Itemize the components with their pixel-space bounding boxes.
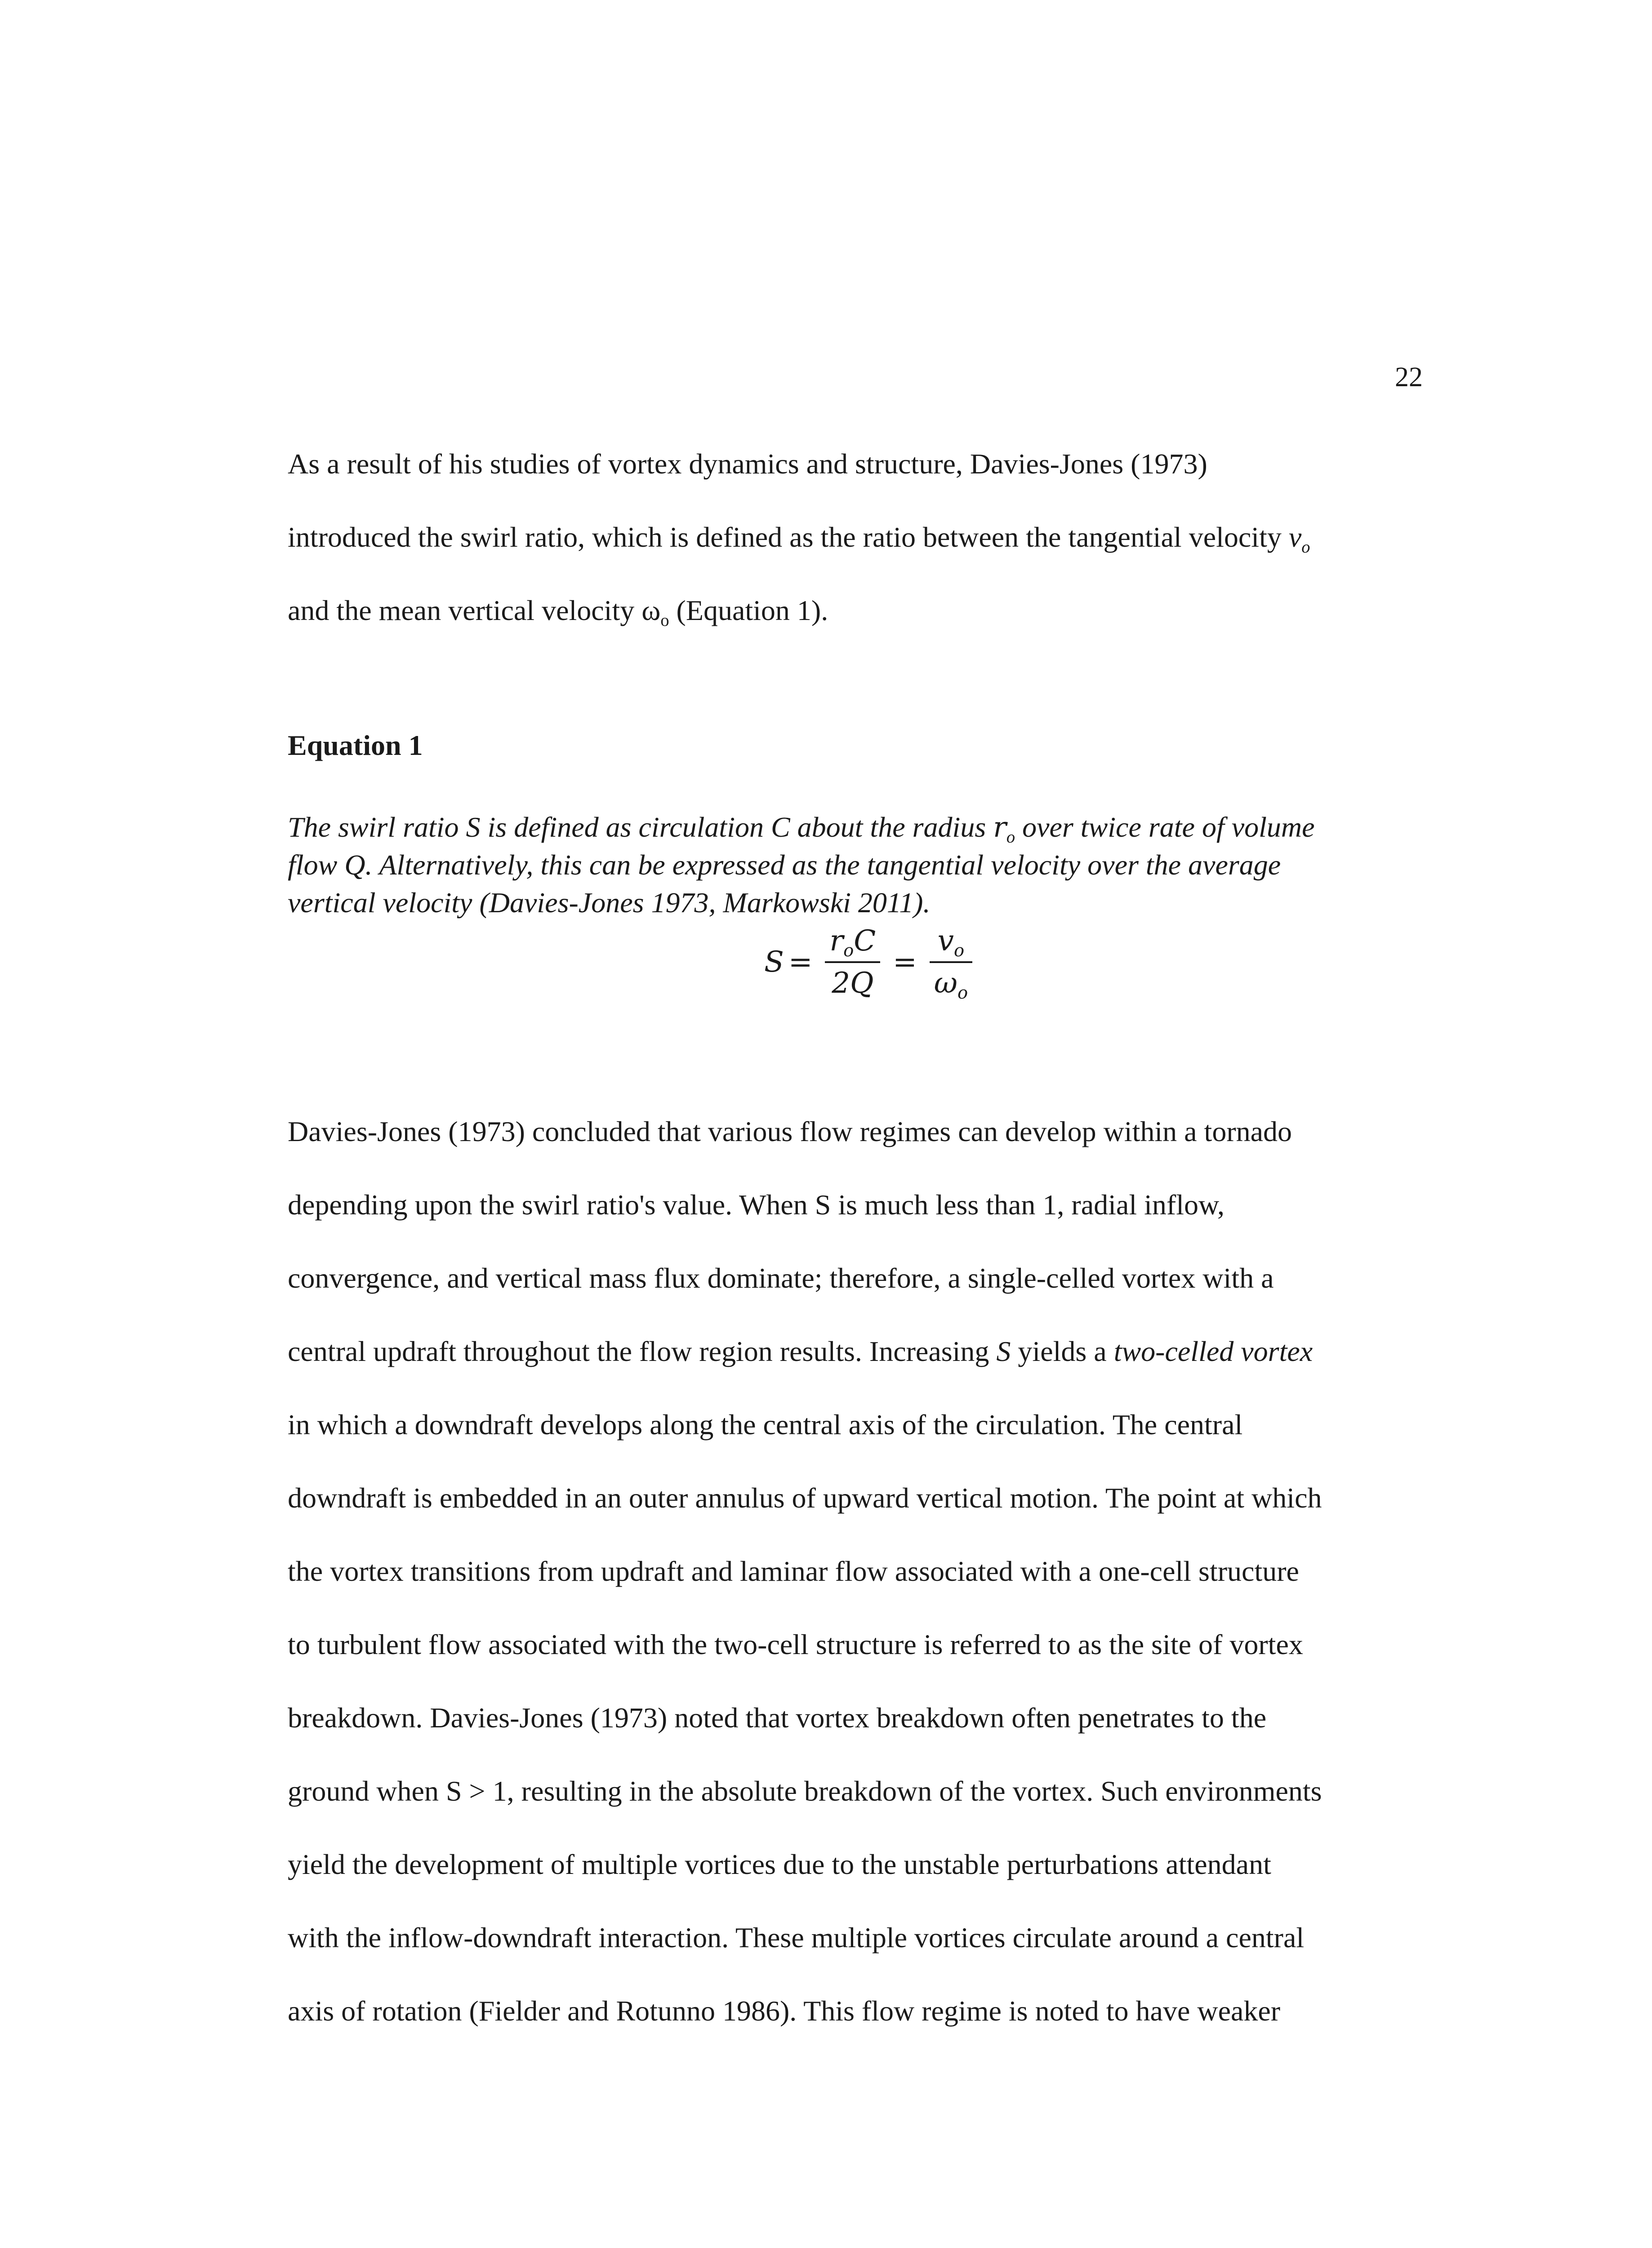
variable-r: r xyxy=(993,811,1006,843)
fraction-numerator xyxy=(825,921,880,961)
text-run: yields a xyxy=(1011,1335,1114,1367)
text-run: and the mean vertical velocity ω xyxy=(288,594,661,626)
equals-sign: = xyxy=(788,946,813,979)
intro-paragraph xyxy=(288,427,1438,647)
equation-lhs: S xyxy=(764,946,784,979)
subscript: o xyxy=(957,983,968,1004)
subscript: o xyxy=(660,611,669,630)
variable-v: v xyxy=(1288,521,1302,553)
variable-c: C xyxy=(854,924,876,958)
equals-sign: = xyxy=(893,946,917,979)
text-run: central updraft throughout the flow region results. Increasing xyxy=(288,1335,997,1367)
text-run: The swirl ratio S is defined as circulation C about the radius xyxy=(288,811,993,843)
fraction-velocity xyxy=(930,921,972,1004)
subscript: o xyxy=(843,941,854,961)
text-line xyxy=(288,500,1438,574)
text-line: breakdown. Davies-Jones (1973) noted that vortex breakdown often penetrates to the xyxy=(288,1702,1267,1734)
variable-r: r xyxy=(829,924,844,958)
text-line: depending upon the swirl ratio's value. When S is much less than 1, radial inflow, xyxy=(288,1189,1225,1221)
page-number: 22 xyxy=(1395,362,1423,393)
swirl-ratio-equation xyxy=(764,913,980,1012)
subscript: o xyxy=(1301,538,1310,557)
fraction-circulation xyxy=(825,921,880,1004)
text-line: Davies-Jones (1973) concluded that various flow regimes can develop within a tornado xyxy=(288,1115,1292,1147)
text-line: in which a downdraft develops along the central axis of the circulation. The central xyxy=(288,1409,1243,1441)
text-line: As a result of his studies of vortex dynamics and structure, Davies-Jones (1973) xyxy=(288,448,1207,480)
text-line xyxy=(288,1315,1438,1388)
variable-omega: ω xyxy=(934,967,957,1000)
text-line: with the inflow-downdraft interaction. These multiple vortices circulate around a central xyxy=(288,1922,1305,1954)
fraction-denominator xyxy=(930,963,972,1004)
text-line xyxy=(288,574,1438,647)
fraction-numerator xyxy=(933,921,969,961)
equation-caption xyxy=(288,808,1438,922)
emphasized-term: two-celled vortex xyxy=(1113,1335,1313,1367)
text-line: axis of rotation (Fielder and Rotunno 1986). This flow regime is noted to have weaker xyxy=(288,1995,1281,2027)
caption-line: vertical velocity (Davies-Jones 1973, Markowski 2011). xyxy=(288,887,931,919)
subscript: o xyxy=(1006,828,1015,847)
text-run: over twice rate of volume xyxy=(1015,811,1315,843)
text-line: yield the development of multiple vortices due to the unstable perturbations attendant xyxy=(288,1848,1271,1880)
text-line: convergence, and vertical mass flux dominate; therefore, a single-celled vortex with a xyxy=(288,1262,1274,1294)
equation-heading: Equation 1 xyxy=(288,729,423,761)
variable-v: v xyxy=(937,924,954,958)
flow-regimes-paragraph xyxy=(288,1095,1438,2047)
text-line: ground when S > 1, resulting in the absolute breakdown of the vortex. Such environments xyxy=(288,1775,1322,1807)
text-run: (Equation 1). xyxy=(669,594,828,626)
subscript: o xyxy=(953,941,965,961)
fraction-denominator: 2Q xyxy=(832,967,874,1000)
text-line: downdraft is embedded in an outer annulus of upward vertical motion. The point at which xyxy=(288,1482,1322,1514)
caption-line: flow Q. Alternatively, this can be expressed as the tangential velocity over the average xyxy=(288,849,1281,881)
text-line: the vortex transitions from updraft and laminar flow associated with a one-cell structure xyxy=(288,1555,1299,1587)
caption-line xyxy=(288,808,1438,846)
text-line: to turbulent flow associated with the two-cell structure is referred to as the site of vortex xyxy=(288,1628,1303,1660)
text-run: introduced the swirl ratio, which is defined as the ratio between the tangential velocity xyxy=(288,521,1289,553)
variable-s: S xyxy=(996,1335,1011,1367)
